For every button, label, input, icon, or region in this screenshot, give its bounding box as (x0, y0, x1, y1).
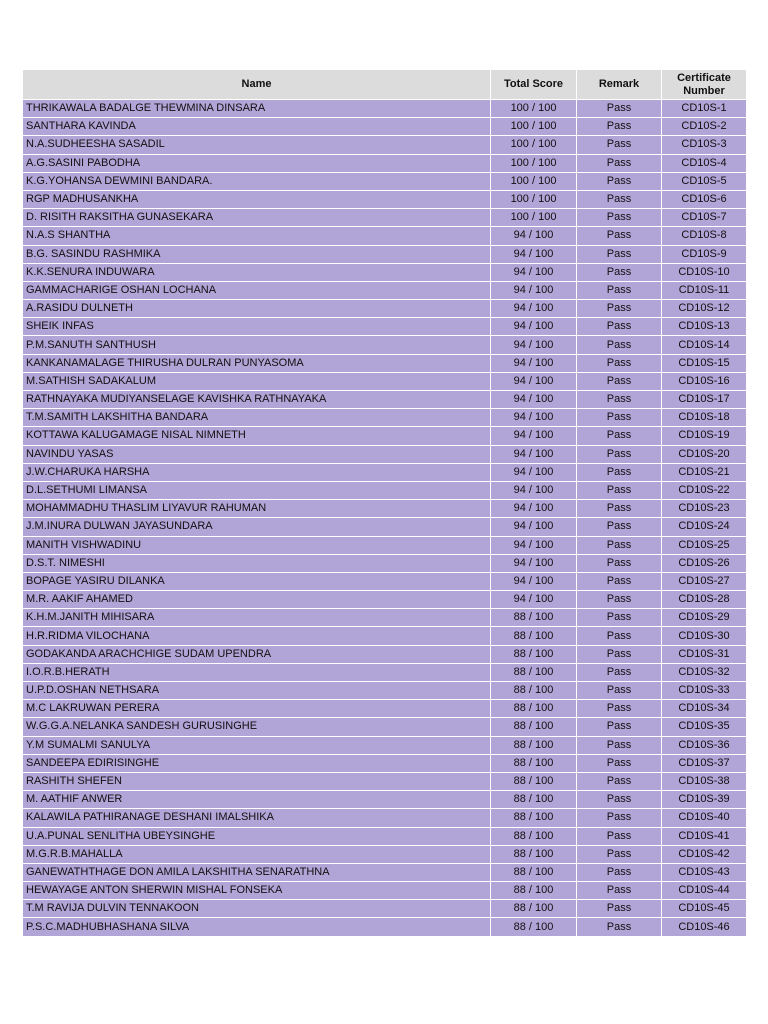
cell-certificate-number: CD10S-44 (662, 882, 747, 900)
cell-total-score: 88 / 100 (491, 809, 577, 827)
cell-remark: Pass (577, 372, 662, 390)
header-certificate-line1: Certificate (677, 71, 731, 84)
cell-certificate-number: CD10S-22 (662, 481, 747, 499)
cell-certificate-number: CD10S-38 (662, 772, 747, 790)
cell-name: A.G.SASINI PABODHA (23, 154, 491, 172)
cell-certificate-number: CD10S-42 (662, 845, 747, 863)
cell-total-score: 94 / 100 (491, 245, 577, 263)
cell-remark: Pass (577, 300, 662, 318)
table-row (23, 718, 747, 736)
cell-name: M.G.R.B.MAHALLA (23, 845, 491, 863)
cell-certificate-number: CD10S-20 (662, 445, 747, 463)
cell-remark: Pass (577, 481, 662, 499)
cell-remark: Pass (577, 500, 662, 518)
cell-name: B.G. SASINDU RASHMIKA (23, 245, 491, 263)
table-row (23, 500, 747, 518)
cell-remark: Pass (577, 245, 662, 263)
cell-name: H.R.RIDMA VILOCHANA (23, 627, 491, 645)
cell-remark: Pass (577, 281, 662, 299)
cell-remark: Pass (577, 118, 662, 136)
cell-name: P.M.SANUTH SANTHUSH (23, 336, 491, 354)
cell-remark: Pass (577, 663, 662, 681)
cell-certificate-number: CD10S-4 (662, 154, 747, 172)
cell-total-score: 88 / 100 (491, 827, 577, 845)
header-certificate-number (662, 70, 747, 100)
table-row (23, 536, 747, 554)
cell-total-score: 88 / 100 (491, 791, 577, 809)
cell-remark: Pass (577, 427, 662, 445)
table-row (23, 354, 747, 372)
cell-remark: Pass (577, 918, 662, 936)
cell-total-score: 88 / 100 (491, 663, 577, 681)
cell-total-score: 100 / 100 (491, 136, 577, 154)
cell-remark: Pass (577, 900, 662, 918)
table-row (23, 518, 747, 536)
cell-name: SHEIK INFAS (23, 318, 491, 336)
table-row (23, 663, 747, 681)
cell-total-score: 94 / 100 (491, 445, 577, 463)
header-name: Name (23, 70, 491, 100)
cell-total-score: 94 / 100 (491, 281, 577, 299)
cell-name: J.W.CHARUKA HARSHA (23, 463, 491, 481)
cell-total-score: 88 / 100 (491, 863, 577, 881)
cell-remark: Pass (577, 736, 662, 754)
cell-certificate-number: CD10S-14 (662, 336, 747, 354)
table-row (23, 554, 747, 572)
cell-certificate-number: CD10S-33 (662, 682, 747, 700)
table-row (23, 572, 747, 590)
table-row (23, 209, 747, 227)
cell-total-score: 88 / 100 (491, 718, 577, 736)
results-table (22, 69, 747, 937)
cell-certificate-number: CD10S-18 (662, 409, 747, 427)
cell-remark: Pass (577, 609, 662, 627)
cell-name: KOTTAWA KALUGAMAGE NISAL NIMNETH (23, 427, 491, 445)
cell-remark: Pass (577, 827, 662, 845)
cell-certificate-number: CD10S-35 (662, 718, 747, 736)
cell-total-score: 100 / 100 (491, 172, 577, 190)
cell-certificate-number: CD10S-9 (662, 245, 747, 263)
table-row (23, 172, 747, 190)
cell-total-score: 100 / 100 (491, 100, 577, 118)
cell-certificate-number: CD10S-46 (662, 918, 747, 936)
cell-certificate-number: CD10S-28 (662, 591, 747, 609)
cell-remark: Pass (577, 227, 662, 245)
cell-name: T.M RAVIJA DULVIN TENNAKOON (23, 900, 491, 918)
cell-certificate-number: CD10S-13 (662, 318, 747, 336)
cell-remark: Pass (577, 554, 662, 572)
cell-name: RASHITH SHEFEN (23, 772, 491, 790)
cell-remark: Pass (577, 791, 662, 809)
cell-name: MOHAMMADHU THASLIM LIYAVUR RAHUMAN (23, 500, 491, 518)
cell-certificate-number: CD10S-8 (662, 227, 747, 245)
cell-remark: Pass (577, 772, 662, 790)
cell-remark: Pass (577, 882, 662, 900)
cell-remark: Pass (577, 263, 662, 281)
cell-remark: Pass (577, 645, 662, 663)
table-row (23, 918, 747, 936)
cell-total-score: 94 / 100 (491, 318, 577, 336)
cell-certificate-number: CD10S-10 (662, 263, 747, 281)
cell-remark: Pass (577, 100, 662, 118)
cell-certificate-number: CD10S-3 (662, 136, 747, 154)
cell-name: U.A.PUNAL SENLITHA UBEYSINGHE (23, 827, 491, 845)
cell-total-score: 94 / 100 (491, 554, 577, 572)
cell-certificate-number: CD10S-24 (662, 518, 747, 536)
cell-name: I.O.R.B.HERATH (23, 663, 491, 681)
cell-certificate-number: CD10S-5 (662, 172, 747, 190)
cell-total-score: 88 / 100 (491, 645, 577, 663)
cell-name: A.RASIDU DULNETH (23, 300, 491, 318)
cell-certificate-number: CD10S-40 (662, 809, 747, 827)
cell-total-score: 88 / 100 (491, 609, 577, 627)
cell-certificate-number: CD10S-27 (662, 572, 747, 590)
cell-name: K.K.SENURA INDUWARA (23, 263, 491, 281)
cell-certificate-number: CD10S-26 (662, 554, 747, 572)
cell-remark: Pass (577, 809, 662, 827)
cell-total-score: 88 / 100 (491, 772, 577, 790)
cell-certificate-number: CD10S-12 (662, 300, 747, 318)
cell-total-score: 88 / 100 (491, 736, 577, 754)
cell-total-score: 88 / 100 (491, 682, 577, 700)
table-row (23, 372, 747, 390)
cell-total-score: 94 / 100 (491, 227, 577, 245)
cell-certificate-number: CD10S-6 (662, 190, 747, 208)
cell-remark: Pass (577, 136, 662, 154)
cell-remark: Pass (577, 845, 662, 863)
table-row (23, 827, 747, 845)
cell-remark: Pass (577, 463, 662, 481)
table-row (23, 736, 747, 754)
cell-remark: Pass (577, 591, 662, 609)
cell-total-score: 94 / 100 (491, 372, 577, 390)
cell-certificate-number: CD10S-37 (662, 754, 747, 772)
cell-name: SANTHARA KAVINDA (23, 118, 491, 136)
cell-name: K.G.YOHANSA DEWMINI BANDARA. (23, 172, 491, 190)
table-header (23, 70, 747, 100)
cell-name: BOPAGE YASIRU DILANKA (23, 572, 491, 590)
table-row (23, 100, 747, 118)
cell-name: RGP MADHUSANKHA (23, 190, 491, 208)
table-row (23, 609, 747, 627)
cell-certificate-number: CD10S-19 (662, 427, 747, 445)
table-row (23, 445, 747, 463)
header-remark: Remark (577, 70, 662, 100)
table-row (23, 118, 747, 136)
cell-name: P.S.C.MADHUBHASHANA SILVA (23, 918, 491, 936)
cell-total-score: 94 / 100 (491, 518, 577, 536)
cell-certificate-number: CD10S-29 (662, 609, 747, 627)
cell-name: D. RISITH RAKSITHA GUNASEKARA (23, 209, 491, 227)
cell-remark: Pass (577, 863, 662, 881)
cell-total-score: 94 / 100 (491, 300, 577, 318)
cell-name: K.H.M.JANITH MIHISARA (23, 609, 491, 627)
cell-name: M. AATHIF ANWER (23, 791, 491, 809)
cell-name: GODAKANDA ARACHCHIGE SUDAM UPENDRA (23, 645, 491, 663)
cell-remark: Pass (577, 172, 662, 190)
table-row (23, 809, 747, 827)
cell-total-score: 94 / 100 (491, 336, 577, 354)
table-row (23, 754, 747, 772)
cell-certificate-number: CD10S-25 (662, 536, 747, 554)
table-row (23, 682, 747, 700)
cell-total-score: 88 / 100 (491, 918, 577, 936)
table-row (23, 882, 747, 900)
table-row (23, 845, 747, 863)
table-row (23, 900, 747, 918)
cell-certificate-number: CD10S-15 (662, 354, 747, 372)
cell-total-score: 94 / 100 (491, 572, 577, 590)
cell-certificate-number: CD10S-36 (662, 736, 747, 754)
cell-name: Y.M SUMALMI SANULYA (23, 736, 491, 754)
cell-total-score: 94 / 100 (491, 391, 577, 409)
cell-certificate-number: CD10S-34 (662, 700, 747, 718)
cell-total-score: 94 / 100 (491, 263, 577, 281)
cell-total-score: 94 / 100 (491, 500, 577, 518)
cell-total-score: 88 / 100 (491, 882, 577, 900)
cell-remark: Pass (577, 445, 662, 463)
cell-certificate-number: CD10S-2 (662, 118, 747, 136)
cell-name: W.G.G.A.NELANKA SANDESH GURUSINGHE (23, 718, 491, 736)
cell-certificate-number: CD10S-30 (662, 627, 747, 645)
cell-total-score: 94 / 100 (491, 409, 577, 427)
cell-total-score: 88 / 100 (491, 900, 577, 918)
cell-name: RATHNAYAKA MUDIYANSELAGE KAVISHKA RATHNAYAKA (23, 391, 491, 409)
cell-remark: Pass (577, 391, 662, 409)
header-row (23, 70, 747, 100)
cell-name: GANEWATHTHAGE DON AMILA LAKSHITHA SENARATHNA (23, 863, 491, 881)
table-row (23, 154, 747, 172)
table-row (23, 427, 747, 445)
table-row (23, 318, 747, 336)
cell-remark: Pass (577, 627, 662, 645)
cell-certificate-number: CD10S-43 (662, 863, 747, 881)
cell-total-score: 94 / 100 (491, 481, 577, 499)
cell-remark: Pass (577, 700, 662, 718)
cell-name: M.C LAKRUWAN PERERA (23, 700, 491, 718)
table-row (23, 700, 747, 718)
cell-remark: Pass (577, 154, 662, 172)
cell-name: KANKANAMALAGE THIRUSHA DULRAN PUNYASOMA (23, 354, 491, 372)
table-row (23, 391, 747, 409)
cell-total-score: 88 / 100 (491, 754, 577, 772)
header-certificate-line2: Number (683, 84, 725, 97)
table-row (23, 591, 747, 609)
cell-total-score: 88 / 100 (491, 700, 577, 718)
table-row (23, 772, 747, 790)
cell-name: T.M.SAMITH LAKSHITHA BANDARA (23, 409, 491, 427)
table-row (23, 263, 747, 281)
table-row (23, 245, 747, 263)
cell-certificate-number: CD10S-1 (662, 100, 747, 118)
cell-name: HEWAYAGE ANTON SHERWIN MISHAL FONSEKA (23, 882, 491, 900)
table-row (23, 336, 747, 354)
cell-certificate-number: CD10S-45 (662, 900, 747, 918)
cell-name: NAVINDU YASAS (23, 445, 491, 463)
cell-remark: Pass (577, 354, 662, 372)
cell-name: J.M.INURA DULWAN JAYASUNDARA (23, 518, 491, 536)
cell-total-score: 88 / 100 (491, 845, 577, 863)
cell-name: M.SATHISH SADAKALUM (23, 372, 491, 390)
cell-name: MANITH VISHWADINU (23, 536, 491, 554)
cell-remark: Pass (577, 336, 662, 354)
cell-name: GAMMACHARIGE OSHAN LOCHANA (23, 281, 491, 299)
cell-remark: Pass (577, 409, 662, 427)
cell-name: KALAWILA PATHIRANAGE DESHANI IMALSHIKA (23, 809, 491, 827)
table-row (23, 463, 747, 481)
cell-remark: Pass (577, 572, 662, 590)
cell-certificate-number: CD10S-32 (662, 663, 747, 681)
cell-total-score: 94 / 100 (491, 536, 577, 554)
cell-name: N.A.SUDHEESHA SASADIL (23, 136, 491, 154)
table-row (23, 136, 747, 154)
cell-remark: Pass (577, 518, 662, 536)
cell-certificate-number: CD10S-31 (662, 645, 747, 663)
cell-certificate-number: CD10S-17 (662, 391, 747, 409)
table-row (23, 645, 747, 663)
cell-remark: Pass (577, 190, 662, 208)
cell-certificate-number: CD10S-7 (662, 209, 747, 227)
cell-name: THRIKAWALA BADALGE THEWMINA DINSARA (23, 100, 491, 118)
cell-total-score: 94 / 100 (491, 427, 577, 445)
cell-remark: Pass (577, 536, 662, 554)
table-row (23, 227, 747, 245)
cell-name: N.A.S SHANTHA (23, 227, 491, 245)
cell-total-score: 88 / 100 (491, 627, 577, 645)
table-row (23, 281, 747, 299)
cell-certificate-number: CD10S-39 (662, 791, 747, 809)
cell-certificate-number: CD10S-21 (662, 463, 747, 481)
cell-remark: Pass (577, 682, 662, 700)
cell-remark: Pass (577, 754, 662, 772)
cell-certificate-number: CD10S-16 (662, 372, 747, 390)
cell-name: D.S.T. NIMESHI (23, 554, 491, 572)
cell-name: M.R. AAKIF AHAMED (23, 591, 491, 609)
cell-remark: Pass (577, 318, 662, 336)
cell-name: SANDEEPA EDIRISINGHE (23, 754, 491, 772)
table-row (23, 300, 747, 318)
cell-remark: Pass (577, 718, 662, 736)
table-row (23, 863, 747, 881)
cell-total-score: 100 / 100 (491, 190, 577, 208)
table-row (23, 627, 747, 645)
cell-name: U.P.D.OSHAN NETHSARA (23, 682, 491, 700)
cell-certificate-number: CD10S-41 (662, 827, 747, 845)
cell-total-score: 100 / 100 (491, 118, 577, 136)
cell-name: D.L.SETHUMI LIMANSA (23, 481, 491, 499)
cell-total-score: 100 / 100 (491, 154, 577, 172)
cell-total-score: 94 / 100 (491, 354, 577, 372)
table-row (23, 481, 747, 499)
table-row (23, 409, 747, 427)
cell-total-score: 94 / 100 (491, 463, 577, 481)
cell-total-score: 94 / 100 (491, 591, 577, 609)
cell-total-score: 100 / 100 (491, 209, 577, 227)
table-row (23, 791, 747, 809)
header-total-score: Total Score (491, 70, 577, 100)
cell-certificate-number: CD10S-11 (662, 281, 747, 299)
cell-remark: Pass (577, 209, 662, 227)
table-row (23, 190, 747, 208)
cell-certificate-number: CD10S-23 (662, 500, 747, 518)
table-body (23, 100, 747, 937)
